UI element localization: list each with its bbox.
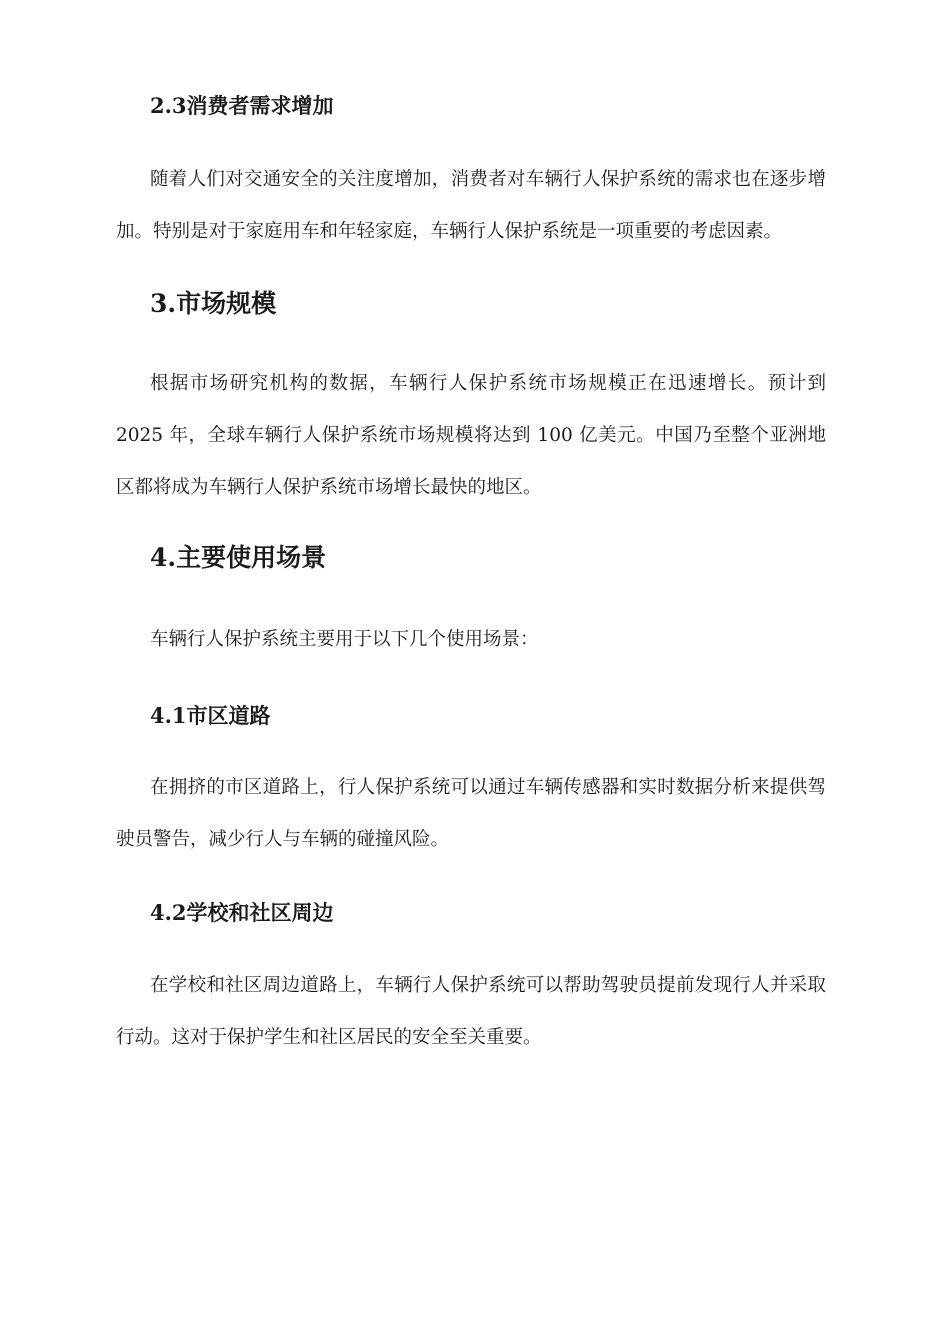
section-heading-consumer-demand: 2.3消费者需求增加 [150, 93, 334, 118]
paragraph-consumer-demand: 随着人们对交通安全的关注度增加，消费者对车辆行人保护系统的需求也在逐步增加。特别是对于家庭用车和年轻家庭，车辆行人保护系统是一项重要的考虑因素。 [116, 169, 826, 242]
paragraph-urban-roads: 在拥挤的市区道路上，行人保护系统可以通过车辆传感器和实时数据分析来提供驾驶员警告，减少行人与车辆的碰撞风险。 [116, 777, 826, 850]
paragraph-use-scenarios-intro: 车辆行人保护系统主要用于以下几个使用场景： [150, 629, 539, 650]
section-heading-school-community: 4.2学校和社区周边 [150, 900, 334, 925]
section-heading-market-size: 3.市场规模 [150, 289, 277, 318]
paragraph-school-community: 在学校和社区周边道路上，车辆行人保护系统可以帮助驾驶员提前发现行人并采取行动。这对于保护学生和社区居民的安全至关重要。 [116, 975, 826, 1048]
section-heading-use-scenarios: 4.主要使用场景 [150, 543, 327, 572]
section-heading-urban-roads: 4.1市区道路 [150, 703, 271, 728]
paragraph-market-size: 根据市场研究机构的数据，车辆行人保护系统市场规模正在迅速增长。预计到2025 年，全球车辆行人保护系统市场规模将达到 100 亿美元。中国乃至整个亚洲地区都将成为车辆行人保护系统市场增长最快的地区。 [116, 373, 826, 498]
